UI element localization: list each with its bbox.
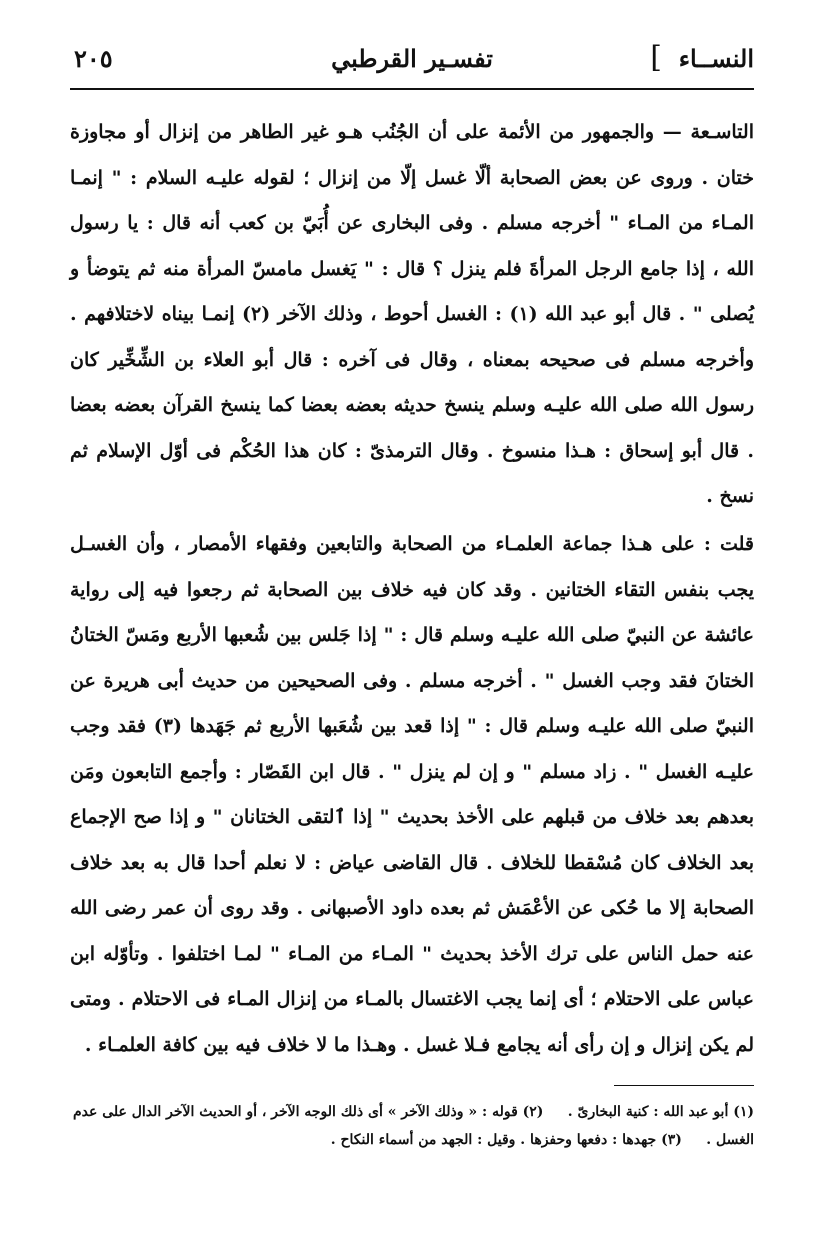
page-header xyxy=(70,40,754,90)
page-number: ٢٠٥ xyxy=(74,44,113,73)
body-paragraph-1: التاسـعة — والجمهور من الأئمة على أن الجُنُب هـو غير الطاهر من إنزال أو مجاوزة ختان . وروى عن بعض الصحابة ألّا غسل إلّا من إنزال ؛ لقوله عليـه السلام : " إنمـا المـاء من المـاء " أخرجه مسلم . وفى البخارى عن أُبَيّ بن كعب أنه قال : يا رسول الله ، إذا جامع الرجل المرأةَ فلم ينزل ؟ قال : " يَغسل مامسّ المرأة منه ثم يتوضأ و يُصلى " . قال أبو عبد الله (١) : الغسل أحوط ، وذلك الآخر (٢) إنمـا بيناه لاختلافهم . وأخرجه مسلم فى صحيحه بمعناه ، وقال فى آخره : قال أبو العلاء بن الشِّخِّير كان رسول الله صلى الله عليـه وسلم ينسخ حديثه بعضه بعضا كما ينسخ القرآن بعضه بعضا . قال أبو إسحاق : هـذا منسوخ . وقال الترمذىّ : كان هذا الحُكْم فى أوّل الإسلام ثم نسخ . xyxy=(70,121,754,507)
chapter-title: النســاء xyxy=(678,44,754,73)
footnote-divider xyxy=(614,1085,754,1086)
footnote-3: (٣) جهدها : دفعها وحفزها . وقيل : الجهد من أسماء النكاح . xyxy=(330,1132,682,1148)
book-title: تفسـير القرطبي xyxy=(331,44,493,73)
book-page xyxy=(70,30,754,1230)
footnotes xyxy=(70,1098,754,1154)
footnote-2: (٢) قوله : « وذلك الآخر » أى ذلك الوجه الآخر ، أو الحديث الآخر الدال على عدم الغسل . xyxy=(72,1104,754,1148)
header-divider xyxy=(70,88,754,90)
body-paragraph-2: قلت : على هـذا جماعة العلمـاء من الصحابة والتابعين وفقهاء الأمصار ، وأن الغسـل يجب بنفس التقاء الختانين . وقد كان فيه خلاف بين الصحابة ثم رجعوا فيه إلى رواية عائشة عن النبيّ صلى الله عليـه وسلم قال : " إذا جَلس بين شُعبها الأربع ومَسّ الختانُ الختانَ فقد وجب الغسل " . أخرجه مسلم . وفى الصحيحين من حديث أبى هريرة عن النبيّ صلى الله عليـه وسلم قال : " إذا قعد بين شُعَبها الأربع ثم جَهَدها (٣) فقد وجب عليـه الغسل " . زاد مسلم " و إن لم ينزل " . قال ابن القَصّار : وأجمع التابعون ومَن بعدهم بعد خلاف من قبلهم على الأخذ بحديث " إذا ٱلتقى الختانان " و إذا صح الإجماع بعد الخلاف كان مُسْقطا للخلاف . قال القاضى عياض : لا نعلم أحدا قال به بعد خلاف الصحابة إلا ما حُكى عن الأعْمَش ثم بعده داود الأصبهانى . وقد روى أن عمر رضى الله عنه حمل الناس على ترك الأخذ بحديث " المـاء من المـاء " لمـا اختلفوا . وتأوّله ابن عباس على الاحتلام ؛ أى إنما يجب الاغتسال بالمـاء من إنزال المـاء فى الاحتلام . ومتى لم يكن إنزال و إن رأى أنه يجامع فـلا غسل . وهـذا ما لا خلاف فيه بين كافة العلمـاء . xyxy=(70,533,755,1056)
chapter-bracket: ] xyxy=(650,40,662,75)
footnote-1: (١) أبو عبد الله : كنية البخارىّ . xyxy=(567,1104,754,1120)
